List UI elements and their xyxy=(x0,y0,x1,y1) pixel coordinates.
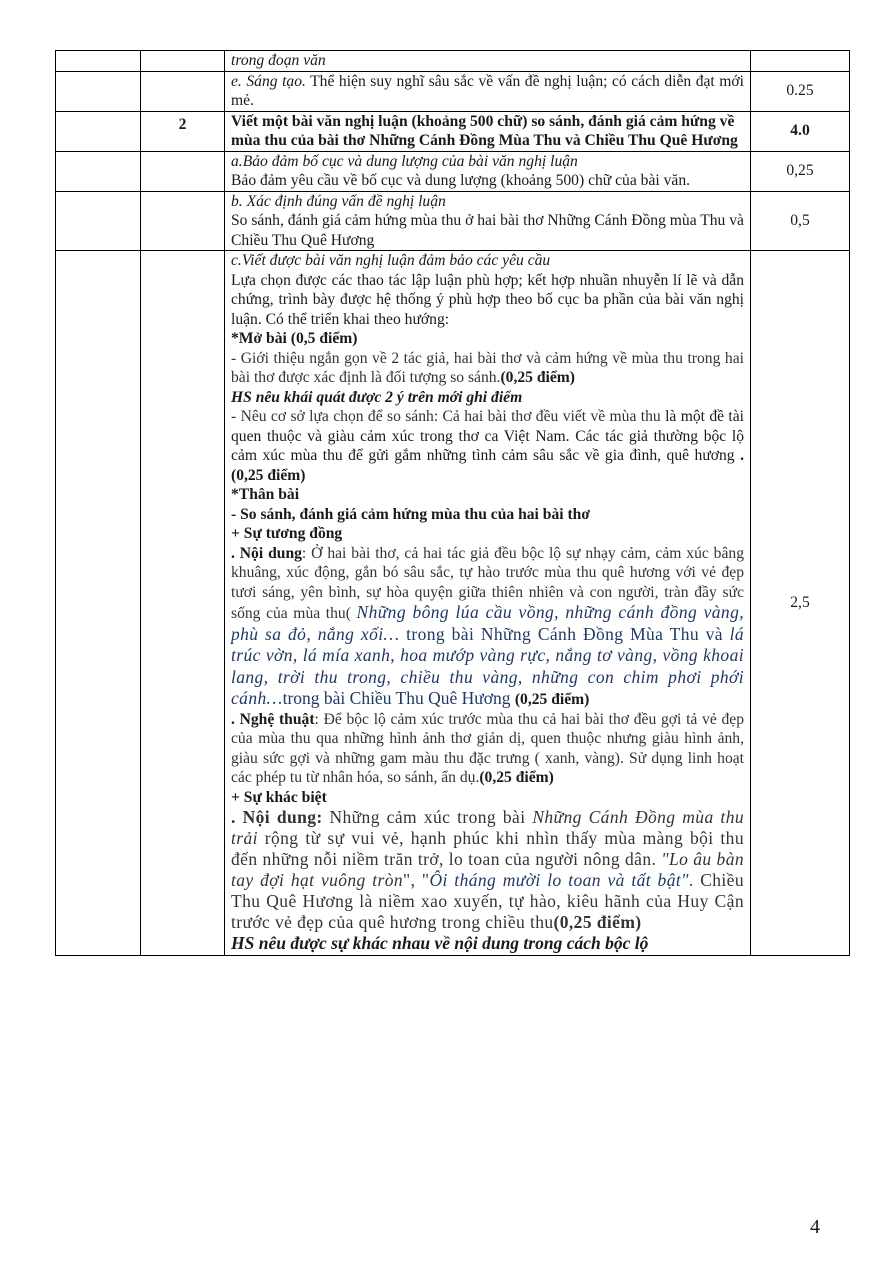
cell-empty xyxy=(141,51,225,72)
criterion-intro: Lựa chọn được các thao tác lập luận phù hợp; kết hợp nhuần nhuyễn lí lẽ và dẫn chứng, trình bày được hệ thống ý phù hợp theo bố cục ba phần của bài văn nghị luận. Có thể triển khai theo hướng: xyxy=(231,271,744,328)
score-note: (0,25 điểm) xyxy=(479,769,554,786)
table-row xyxy=(56,51,850,72)
cell-empty xyxy=(56,51,141,72)
paragraph-text: là một đề tài quen thuộc và giàu cảm xúc trong thơ ca Việt Nam. Các tác giả thường bộc lộ cảm xúc mùa thu để gửi gắm những tình cảm sâu sắc về gia đình, quê hương xyxy=(231,408,744,464)
paragraph-text: trong bài Chiều Thu Quê Hương xyxy=(282,688,515,708)
section-subheading: + Sự khác biệt xyxy=(231,788,327,806)
criterion-text: Thể hiện suy nghĩ sâu sắc về vấn đề nghị luận; có cách diễn đạt mới mẻ. xyxy=(231,72,744,109)
score-note: (0,25 điểm) xyxy=(553,912,642,932)
paragraph-text: - Giới thiệu ngắn gọn về 2 tác giả, hai bài thơ và cảm hứng về mùa thu trong hai bài thơ được xác định là đối tượng so sánh. xyxy=(231,349,744,386)
table-row xyxy=(56,251,850,956)
cell-content xyxy=(225,71,751,111)
paragraph-text: - Nêu cơ sở lựa chọn để so sánh: Cả hai bài thơ đều viết về mùa thu xyxy=(231,408,666,425)
question-text: Viết một bài văn nghị luận (khoảng 500 chữ) so sánh, đánh giá cảm hứng về mùa thu của bài thơ Những Cánh Đồng Mùa Thu và Chiều Thu Quê Hương xyxy=(225,111,751,151)
cell-empty xyxy=(141,251,225,956)
hs-note: HS nêu được sự khác nhau về nội dung trong cách bộc lộ xyxy=(231,933,649,953)
cell-empty xyxy=(56,71,141,111)
paragraph-text: : Để bộc lộ cảm xúc trước mùa thu cả hai bài thơ đều gợi tả vẻ đẹp của mùa thu qua những hình ảnh thơ giản dị, quen thuộc nhưng giàu hình ảnh, giàu sức gợi và những gam màu thu đặc trưng ( xanh, vàng). Sử dụng linh hoạt các phép tu từ nhân hóa, so sánh, ẩn dụ. xyxy=(231,710,744,786)
criterion-text: Bảo đảm yêu cầu về bố cục và dung lượng (khoảng 500) chữ của bài văn. xyxy=(231,172,691,189)
cell-content xyxy=(225,251,751,956)
paragraph-text: rộng từ sự vui vẻ, hạnh phúc khi nhìn thấy mùa màng bội thu đến những nỗi niềm trăn trở, lo toan của người nông dân. xyxy=(231,828,744,869)
question-number: 2 xyxy=(141,111,225,151)
cell-score: 0,5 xyxy=(751,191,850,251)
paragraph-text: trong bài Những Cánh Đồng Mùa Thu và xyxy=(399,623,730,644)
paragraph xyxy=(231,544,744,710)
cell-content xyxy=(225,191,751,251)
poem-quote: Những bông lúa cầu vồng, những cánh đồng vàng, phù sa đỏ, nắng xối… xyxy=(231,602,744,644)
cell-empty xyxy=(141,151,225,191)
paragraph-text: : Ở hai bài thơ, cả hai tác giả đều bộc lộ sự nhạy cảm, cảm xúc bâng khuâng, xúc động, gắn bó sâu sắc, tự hào trước mùa thu quê hương với vẻ đẹp tươi sáng, yên bình, sự hòa quyện giữa thiên nhiên và con người, tràn đầy sức sống của mùa thu( xyxy=(231,544,744,622)
cell-empty xyxy=(56,111,141,151)
cell-empty xyxy=(56,151,141,191)
poem-quote: lá trúc vờn, lá mía xanh, hoa mướp vàng rực, nắng tơ vàng, vồng khoai lang, trời thu trong, chiều thu vàng, những con chim phơi phới cánh… xyxy=(231,623,744,708)
criterion-label: b. Xác định đúng vấn đề nghị luận xyxy=(231,192,446,210)
section-subheading: + Sự tương đồng xyxy=(231,525,343,542)
poem-quote: Ôi tháng mười lo toan và tất bật" xyxy=(429,870,689,890)
cell-score: 4.0 xyxy=(751,111,850,151)
cell-score: 0.25 xyxy=(751,71,850,111)
cell-empty xyxy=(141,191,225,251)
cell-content xyxy=(225,151,751,191)
section-subheading: - So sánh, đánh giá cảm hứng mùa thu của hai bài thơ xyxy=(231,505,590,523)
criterion-label: c.Viết được bài văn nghị luận đảm bảo các yêu cầu xyxy=(231,252,551,269)
criterion-label: e. Sáng tạo. xyxy=(231,72,306,90)
paragraph-label: . Nội dung xyxy=(231,544,302,562)
paragraph xyxy=(231,407,744,485)
paragraph-text: . Chiều Thu Quê Hương là niềm xao xuyến, tự hào, kiêu hãnh của Huy Cận trước vẻ đẹp của quê hương trong chiều thu xyxy=(231,870,745,932)
poem-title: Những Cánh Đồng mùa thu trải xyxy=(231,807,744,848)
paragraph-label: . Nội dung: xyxy=(231,807,323,827)
table-row xyxy=(56,151,850,191)
table-row xyxy=(56,111,850,151)
paragraph xyxy=(231,349,744,388)
cell-empty xyxy=(56,251,141,956)
row-text: trong đoạn văn xyxy=(231,52,326,69)
score-note: (0,25 điểm) xyxy=(514,691,590,708)
paragraph xyxy=(231,807,744,933)
score-note: .(0,25 điểm) xyxy=(231,447,744,484)
criterion-label: a.Bảo đảm bố cục và dung lượng của bài văn nghị luận xyxy=(231,152,578,170)
paragraph-text: Những cảm xúc trong bài xyxy=(322,807,533,827)
table-row xyxy=(56,71,850,111)
answer-table xyxy=(55,50,850,956)
table-row xyxy=(56,191,850,251)
cell-score: 0,25 xyxy=(751,151,850,191)
page-number: 4 xyxy=(810,1216,820,1238)
cell-empty xyxy=(56,191,141,251)
paragraph xyxy=(231,710,744,788)
hs-note: HS nêu khái quát được 2 ý trên mới ghi điểm xyxy=(231,388,523,406)
cell-empty xyxy=(141,71,225,111)
section-heading: *Thân bài xyxy=(231,486,300,503)
paragraph-label: . Nghệ thuật xyxy=(231,710,315,728)
cell-score xyxy=(751,51,850,72)
cell-score: 2,5 xyxy=(751,251,850,956)
paragraph-text: ", " xyxy=(403,870,430,890)
score-note: (0,25 điểm) xyxy=(500,369,575,386)
criterion-text: So sánh, đánh giá cảm hứng mùa thu ở hai bài thơ Những Cánh Đồng mùa Thu và Chiều Thu Quê Hương xyxy=(231,212,744,249)
cell-content xyxy=(225,51,751,72)
poem-quote: "Lo âu bàn tay đợi hạt vuông tròn xyxy=(231,849,744,890)
section-heading: *Mở bài (0,5 điểm) xyxy=(231,330,358,347)
